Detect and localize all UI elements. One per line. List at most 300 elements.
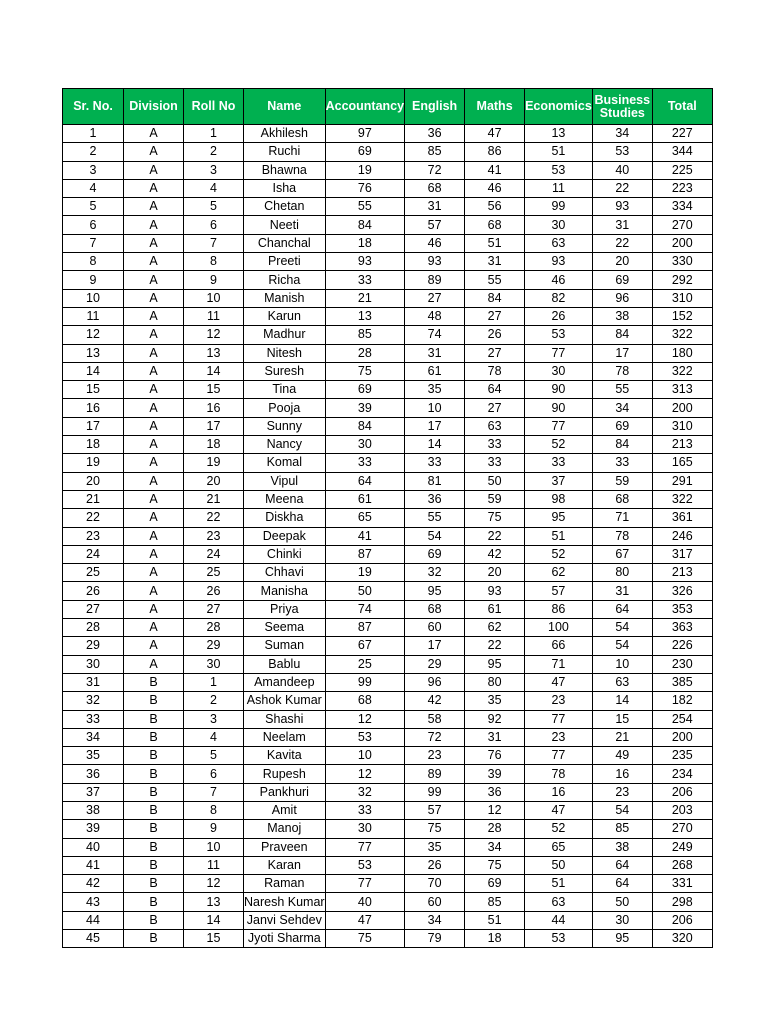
cell-total[interactable]: 223: [652, 179, 712, 197]
cell-sr-no[interactable]: 15: [63, 381, 124, 399]
cell-maths[interactable]: 28: [465, 820, 525, 838]
cell-business-studies[interactable]: 34: [592, 125, 652, 143]
cell-business-studies[interactable]: 69: [592, 417, 652, 435]
cell-maths[interactable]: 85: [465, 893, 525, 911]
cell-division[interactable]: A: [124, 399, 184, 417]
cell-roll-no[interactable]: 24: [184, 545, 244, 563]
cell-maths[interactable]: 42: [465, 545, 525, 563]
cell-roll-no[interactable]: 11: [184, 307, 244, 325]
cell-accountancy[interactable]: 99: [325, 673, 405, 691]
cell-business-studies[interactable]: 22: [592, 234, 652, 252]
cell-english[interactable]: 89: [405, 271, 465, 289]
cell-sr-no[interactable]: 18: [63, 436, 124, 454]
cell-english[interactable]: 58: [405, 710, 465, 728]
cell-maths[interactable]: 41: [465, 161, 525, 179]
cell-maths[interactable]: 31: [465, 253, 525, 271]
cell-division[interactable]: A: [124, 179, 184, 197]
cell-name[interactable]: Suman: [244, 637, 326, 655]
cell-english[interactable]: 17: [405, 637, 465, 655]
header-name[interactable]: Name: [244, 89, 326, 125]
cell-accountancy[interactable]: 13: [325, 307, 405, 325]
cell-total[interactable]: 310: [652, 417, 712, 435]
cell-accountancy[interactable]: 50: [325, 582, 405, 600]
cell-sr-no[interactable]: 29: [63, 637, 124, 655]
cell-name[interactable]: Manisha: [244, 582, 326, 600]
cell-name[interactable]: Bhawna: [244, 161, 326, 179]
cell-english[interactable]: 74: [405, 326, 465, 344]
cell-economics[interactable]: 11: [525, 179, 593, 197]
cell-name[interactable]: Suresh: [244, 362, 326, 380]
cell-business-studies[interactable]: 69: [592, 271, 652, 289]
cell-roll-no[interactable]: 3: [184, 710, 244, 728]
cell-total[interactable]: 268: [652, 856, 712, 874]
cell-roll-no[interactable]: 13: [184, 344, 244, 362]
cell-name[interactable]: Chhavi: [244, 564, 326, 582]
cell-maths[interactable]: 35: [465, 692, 525, 710]
cell-total[interactable]: 330: [652, 253, 712, 271]
cell-maths[interactable]: 61: [465, 600, 525, 618]
cell-business-studies[interactable]: 33: [592, 454, 652, 472]
cell-total[interactable]: 310: [652, 289, 712, 307]
cell-english[interactable]: 93: [405, 253, 465, 271]
cell-name[interactable]: Richa: [244, 271, 326, 289]
cell-division[interactable]: A: [124, 582, 184, 600]
cell-sr-no[interactable]: 32: [63, 692, 124, 710]
cell-business-studies[interactable]: 85: [592, 820, 652, 838]
cell-economics[interactable]: 99: [525, 198, 593, 216]
cell-business-studies[interactable]: 96: [592, 289, 652, 307]
cell-economics[interactable]: 44: [525, 911, 593, 929]
cell-maths[interactable]: 86: [465, 143, 525, 161]
cell-roll-no[interactable]: 30: [184, 655, 244, 673]
cell-accountancy[interactable]: 30: [325, 436, 405, 454]
cell-name[interactable]: Priya: [244, 600, 326, 618]
cell-english[interactable]: 96: [405, 673, 465, 691]
cell-economics[interactable]: 47: [525, 673, 593, 691]
cell-economics[interactable]: 77: [525, 344, 593, 362]
cell-roll-no[interactable]: 11: [184, 856, 244, 874]
cell-economics[interactable]: 71: [525, 655, 593, 673]
cell-business-studies[interactable]: 64: [592, 600, 652, 618]
cell-division[interactable]: B: [124, 710, 184, 728]
cell-business-studies[interactable]: 80: [592, 564, 652, 582]
cell-sr-no[interactable]: 5: [63, 198, 124, 216]
cell-total[interactable]: 227: [652, 125, 712, 143]
cell-total[interactable]: 200: [652, 728, 712, 746]
cell-name[interactable]: Chinki: [244, 545, 326, 563]
cell-name[interactable]: Meena: [244, 490, 326, 508]
cell-roll-no[interactable]: 14: [184, 362, 244, 380]
cell-total[interactable]: 331: [652, 875, 712, 893]
cell-business-studies[interactable]: 38: [592, 838, 652, 856]
cell-sr-no[interactable]: 27: [63, 600, 124, 618]
cell-roll-no[interactable]: 21: [184, 490, 244, 508]
cell-business-studies[interactable]: 84: [592, 326, 652, 344]
cell-english[interactable]: 14: [405, 436, 465, 454]
cell-name[interactable]: Sunny: [244, 417, 326, 435]
cell-accountancy[interactable]: 84: [325, 417, 405, 435]
cell-total[interactable]: 334: [652, 198, 712, 216]
cell-maths[interactable]: 27: [465, 344, 525, 362]
cell-maths[interactable]: 46: [465, 179, 525, 197]
cell-division[interactable]: B: [124, 911, 184, 929]
cell-sr-no[interactable]: 28: [63, 619, 124, 637]
cell-english[interactable]: 68: [405, 179, 465, 197]
cell-roll-no[interactable]: 29: [184, 637, 244, 655]
header-total[interactable]: Total: [652, 89, 712, 125]
cell-economics[interactable]: 52: [525, 545, 593, 563]
cell-division[interactable]: B: [124, 838, 184, 856]
cell-roll-no[interactable]: 2: [184, 143, 244, 161]
cell-total[interactable]: 326: [652, 582, 712, 600]
cell-accountancy[interactable]: 93: [325, 253, 405, 271]
cell-total[interactable]: 200: [652, 234, 712, 252]
cell-accountancy[interactable]: 18: [325, 234, 405, 252]
cell-sr-no[interactable]: 19: [63, 454, 124, 472]
cell-economics[interactable]: 98: [525, 490, 593, 508]
cell-accountancy[interactable]: 55: [325, 198, 405, 216]
cell-accountancy[interactable]: 69: [325, 381, 405, 399]
cell-division[interactable]: B: [124, 673, 184, 691]
cell-sr-no[interactable]: 16: [63, 399, 124, 417]
cell-roll-no[interactable]: 5: [184, 198, 244, 216]
cell-name[interactable]: Tina: [244, 381, 326, 399]
cell-english[interactable]: 57: [405, 801, 465, 819]
cell-maths[interactable]: 34: [465, 838, 525, 856]
cell-total[interactable]: 298: [652, 893, 712, 911]
cell-total[interactable]: 213: [652, 564, 712, 582]
cell-economics[interactable]: 30: [525, 362, 593, 380]
cell-roll-no[interactable]: 2: [184, 692, 244, 710]
cell-business-studies[interactable]: 71: [592, 509, 652, 527]
cell-maths[interactable]: 62: [465, 619, 525, 637]
cell-business-studies[interactable]: 54: [592, 801, 652, 819]
cell-maths[interactable]: 84: [465, 289, 525, 307]
cell-division[interactable]: A: [124, 436, 184, 454]
cell-accountancy[interactable]: 28: [325, 344, 405, 362]
cell-maths[interactable]: 63: [465, 417, 525, 435]
cell-sr-no[interactable]: 43: [63, 893, 124, 911]
cell-economics[interactable]: 23: [525, 728, 593, 746]
cell-maths[interactable]: 18: [465, 930, 525, 948]
cell-roll-no[interactable]: 22: [184, 509, 244, 527]
cell-english[interactable]: 75: [405, 820, 465, 838]
cell-economics[interactable]: 53: [525, 930, 593, 948]
cell-name[interactable]: Vipul: [244, 472, 326, 490]
cell-name[interactable]: Neeti: [244, 216, 326, 234]
cell-total[interactable]: 317: [652, 545, 712, 563]
cell-economics[interactable]: 51: [525, 875, 593, 893]
cell-economics[interactable]: 53: [525, 326, 593, 344]
cell-division[interactable]: A: [124, 326, 184, 344]
cell-business-studies[interactable]: 16: [592, 765, 652, 783]
cell-sr-no[interactable]: 8: [63, 253, 124, 271]
cell-name[interactable]: Naresh Kumar: [244, 893, 326, 911]
cell-economics[interactable]: 52: [525, 436, 593, 454]
cell-economics[interactable]: 100: [525, 619, 593, 637]
cell-maths[interactable]: 93: [465, 582, 525, 600]
cell-division[interactable]: A: [124, 454, 184, 472]
cell-sr-no[interactable]: 30: [63, 655, 124, 673]
cell-roll-no[interactable]: 18: [184, 436, 244, 454]
cell-english[interactable]: 99: [405, 783, 465, 801]
cell-sr-no[interactable]: 7: [63, 234, 124, 252]
cell-roll-no[interactable]: 10: [184, 838, 244, 856]
cell-roll-no[interactable]: 8: [184, 253, 244, 271]
cell-roll-no[interactable]: 28: [184, 619, 244, 637]
cell-sr-no[interactable]: 24: [63, 545, 124, 563]
cell-division[interactable]: B: [124, 893, 184, 911]
cell-maths[interactable]: 27: [465, 399, 525, 417]
cell-accountancy[interactable]: 12: [325, 710, 405, 728]
cell-economics[interactable]: 62: [525, 564, 593, 582]
cell-division[interactable]: A: [124, 344, 184, 362]
cell-economics[interactable]: 16: [525, 783, 593, 801]
cell-sr-no[interactable]: 39: [63, 820, 124, 838]
cell-economics[interactable]: 13: [525, 125, 593, 143]
cell-business-studies[interactable]: 14: [592, 692, 652, 710]
cell-total[interactable]: 313: [652, 381, 712, 399]
cell-roll-no[interactable]: 8: [184, 801, 244, 819]
cell-name[interactable]: Nancy: [244, 436, 326, 454]
cell-maths[interactable]: 36: [465, 783, 525, 801]
cell-maths[interactable]: 12: [465, 801, 525, 819]
cell-sr-no[interactable]: 23: [63, 527, 124, 545]
cell-business-studies[interactable]: 17: [592, 344, 652, 362]
cell-business-studies[interactable]: 20: [592, 253, 652, 271]
cell-english[interactable]: 89: [405, 765, 465, 783]
cell-sr-no[interactable]: 21: [63, 490, 124, 508]
cell-economics[interactable]: 93: [525, 253, 593, 271]
cell-name[interactable]: Manish: [244, 289, 326, 307]
cell-sr-no[interactable]: 2: [63, 143, 124, 161]
cell-name[interactable]: Akhilesh: [244, 125, 326, 143]
cell-total[interactable]: 206: [652, 783, 712, 801]
cell-name[interactable]: Diskha: [244, 509, 326, 527]
cell-maths[interactable]: 59: [465, 490, 525, 508]
cell-division[interactable]: A: [124, 619, 184, 637]
cell-sr-no[interactable]: 44: [63, 911, 124, 929]
cell-business-studies[interactable]: 84: [592, 436, 652, 454]
cell-economics[interactable]: 30: [525, 216, 593, 234]
cell-english[interactable]: 48: [405, 307, 465, 325]
cell-business-studies[interactable]: 53: [592, 143, 652, 161]
cell-maths[interactable]: 51: [465, 234, 525, 252]
cell-business-studies[interactable]: 59: [592, 472, 652, 490]
cell-roll-no[interactable]: 4: [184, 179, 244, 197]
cell-economics[interactable]: 95: [525, 509, 593, 527]
cell-total[interactable]: 200: [652, 399, 712, 417]
cell-business-studies[interactable]: 54: [592, 619, 652, 637]
cell-maths[interactable]: 78: [465, 362, 525, 380]
cell-business-studies[interactable]: 15: [592, 710, 652, 728]
header-division[interactable]: Division: [124, 89, 184, 125]
cell-maths[interactable]: 33: [465, 436, 525, 454]
cell-total[interactable]: 322: [652, 362, 712, 380]
cell-english[interactable]: 36: [405, 125, 465, 143]
cell-business-studies[interactable]: 34: [592, 399, 652, 417]
cell-total[interactable]: 270: [652, 216, 712, 234]
cell-accountancy[interactable]: 97: [325, 125, 405, 143]
cell-accountancy[interactable]: 41: [325, 527, 405, 545]
cell-sr-no[interactable]: 13: [63, 344, 124, 362]
cell-total[interactable]: 291: [652, 472, 712, 490]
cell-maths[interactable]: 95: [465, 655, 525, 673]
cell-economics[interactable]: 66: [525, 637, 593, 655]
cell-roll-no[interactable]: 15: [184, 930, 244, 948]
cell-sr-no[interactable]: 35: [63, 747, 124, 765]
cell-maths[interactable]: 39: [465, 765, 525, 783]
cell-name[interactable]: Karun: [244, 307, 326, 325]
cell-total[interactable]: 226: [652, 637, 712, 655]
cell-name[interactable]: Neelam: [244, 728, 326, 746]
cell-maths[interactable]: 75: [465, 509, 525, 527]
cell-economics[interactable]: 82: [525, 289, 593, 307]
cell-sr-no[interactable]: 22: [63, 509, 124, 527]
cell-accountancy[interactable]: 87: [325, 545, 405, 563]
cell-english[interactable]: 95: [405, 582, 465, 600]
cell-english[interactable]: 69: [405, 545, 465, 563]
cell-maths[interactable]: 22: [465, 637, 525, 655]
cell-total[interactable]: 213: [652, 436, 712, 454]
cell-accountancy[interactable]: 53: [325, 728, 405, 746]
cell-sr-no[interactable]: 14: [63, 362, 124, 380]
cell-maths[interactable]: 51: [465, 911, 525, 929]
cell-english[interactable]: 26: [405, 856, 465, 874]
cell-business-studies[interactable]: 55: [592, 381, 652, 399]
cell-roll-no[interactable]: 12: [184, 326, 244, 344]
cell-division[interactable]: B: [124, 692, 184, 710]
cell-accountancy[interactable]: 33: [325, 801, 405, 819]
cell-accountancy[interactable]: 69: [325, 143, 405, 161]
cell-maths[interactable]: 26: [465, 326, 525, 344]
cell-roll-no[interactable]: 16: [184, 399, 244, 417]
header-roll-no[interactable]: Roll No: [184, 89, 244, 125]
cell-roll-no[interactable]: 12: [184, 875, 244, 893]
cell-english[interactable]: 68: [405, 600, 465, 618]
cell-accountancy[interactable]: 10: [325, 747, 405, 765]
cell-name[interactable]: Ruchi: [244, 143, 326, 161]
cell-english[interactable]: 34: [405, 911, 465, 929]
cell-roll-no[interactable]: 13: [184, 893, 244, 911]
cell-business-studies[interactable]: 31: [592, 582, 652, 600]
cell-economics[interactable]: 63: [525, 234, 593, 252]
header-english[interactable]: English: [405, 89, 465, 125]
cell-division[interactable]: B: [124, 747, 184, 765]
cell-sr-no[interactable]: 45: [63, 930, 124, 948]
cell-sr-no[interactable]: 36: [63, 765, 124, 783]
cell-total[interactable]: 249: [652, 838, 712, 856]
cell-accountancy[interactable]: 74: [325, 600, 405, 618]
cell-roll-no[interactable]: 7: [184, 783, 244, 801]
cell-division[interactable]: B: [124, 875, 184, 893]
header-maths[interactable]: Maths: [465, 89, 525, 125]
cell-sr-no[interactable]: 6: [63, 216, 124, 234]
cell-accountancy[interactable]: 32: [325, 783, 405, 801]
cell-total[interactable]: 254: [652, 710, 712, 728]
cell-division[interactable]: A: [124, 307, 184, 325]
cell-total[interactable]: 322: [652, 490, 712, 508]
cell-name[interactable]: Pankhuri: [244, 783, 326, 801]
cell-name[interactable]: Komal: [244, 454, 326, 472]
cell-roll-no[interactable]: 15: [184, 381, 244, 399]
cell-total[interactable]: 320: [652, 930, 712, 948]
cell-division[interactable]: B: [124, 783, 184, 801]
cell-total[interactable]: 363: [652, 619, 712, 637]
cell-division[interactable]: A: [124, 655, 184, 673]
cell-name[interactable]: Amit: [244, 801, 326, 819]
cell-sr-no[interactable]: 3: [63, 161, 124, 179]
cell-accountancy[interactable]: 87: [325, 619, 405, 637]
cell-total[interactable]: 203: [652, 801, 712, 819]
cell-economics[interactable]: 77: [525, 747, 593, 765]
cell-business-studies[interactable]: 21: [592, 728, 652, 746]
cell-roll-no[interactable]: 20: [184, 472, 244, 490]
cell-name[interactable]: Isha: [244, 179, 326, 197]
cell-total[interactable]: 180: [652, 344, 712, 362]
cell-english[interactable]: 35: [405, 838, 465, 856]
cell-sr-no[interactable]: 11: [63, 307, 124, 325]
cell-total[interactable]: 246: [652, 527, 712, 545]
cell-accountancy[interactable]: 25: [325, 655, 405, 673]
cell-name[interactable]: Madhur: [244, 326, 326, 344]
cell-roll-no[interactable]: 3: [184, 161, 244, 179]
cell-accountancy[interactable]: 85: [325, 326, 405, 344]
cell-sr-no[interactable]: 25: [63, 564, 124, 582]
header-sr-no[interactable]: Sr. No.: [63, 89, 124, 125]
cell-division[interactable]: B: [124, 765, 184, 783]
cell-sr-no[interactable]: 38: [63, 801, 124, 819]
cell-roll-no[interactable]: 17: [184, 417, 244, 435]
cell-economics[interactable]: 57: [525, 582, 593, 600]
cell-business-studies[interactable]: 93: [592, 198, 652, 216]
cell-name[interactable]: Shashi: [244, 710, 326, 728]
cell-total[interactable]: 165: [652, 454, 712, 472]
cell-roll-no[interactable]: 1: [184, 125, 244, 143]
cell-roll-no[interactable]: 6: [184, 216, 244, 234]
cell-sr-no[interactable]: 37: [63, 783, 124, 801]
cell-division[interactable]: A: [124, 564, 184, 582]
cell-maths[interactable]: 55: [465, 271, 525, 289]
cell-accountancy[interactable]: 19: [325, 564, 405, 582]
cell-roll-no[interactable]: 9: [184, 271, 244, 289]
cell-maths[interactable]: 27: [465, 307, 525, 325]
cell-total[interactable]: 152: [652, 307, 712, 325]
cell-name[interactable]: Chetan: [244, 198, 326, 216]
cell-accountancy[interactable]: 76: [325, 179, 405, 197]
cell-division[interactable]: A: [124, 472, 184, 490]
cell-sr-no[interactable]: 4: [63, 179, 124, 197]
cell-english[interactable]: 60: [405, 893, 465, 911]
cell-roll-no[interactable]: 9: [184, 820, 244, 838]
cell-business-studies[interactable]: 30: [592, 911, 652, 929]
cell-name[interactable]: Praveen: [244, 838, 326, 856]
cell-division[interactable]: A: [124, 125, 184, 143]
cell-total[interactable]: 230: [652, 655, 712, 673]
cell-english[interactable]: 55: [405, 509, 465, 527]
cell-name[interactable]: Kavita: [244, 747, 326, 765]
cell-sr-no[interactable]: 33: [63, 710, 124, 728]
cell-roll-no[interactable]: 10: [184, 289, 244, 307]
cell-division[interactable]: A: [124, 490, 184, 508]
cell-english[interactable]: 42: [405, 692, 465, 710]
cell-total[interactable]: 235: [652, 747, 712, 765]
cell-accountancy[interactable]: 75: [325, 930, 405, 948]
cell-business-studies[interactable]: 22: [592, 179, 652, 197]
cell-accountancy[interactable]: 61: [325, 490, 405, 508]
cell-business-studies[interactable]: 40: [592, 161, 652, 179]
cell-total[interactable]: 361: [652, 509, 712, 527]
